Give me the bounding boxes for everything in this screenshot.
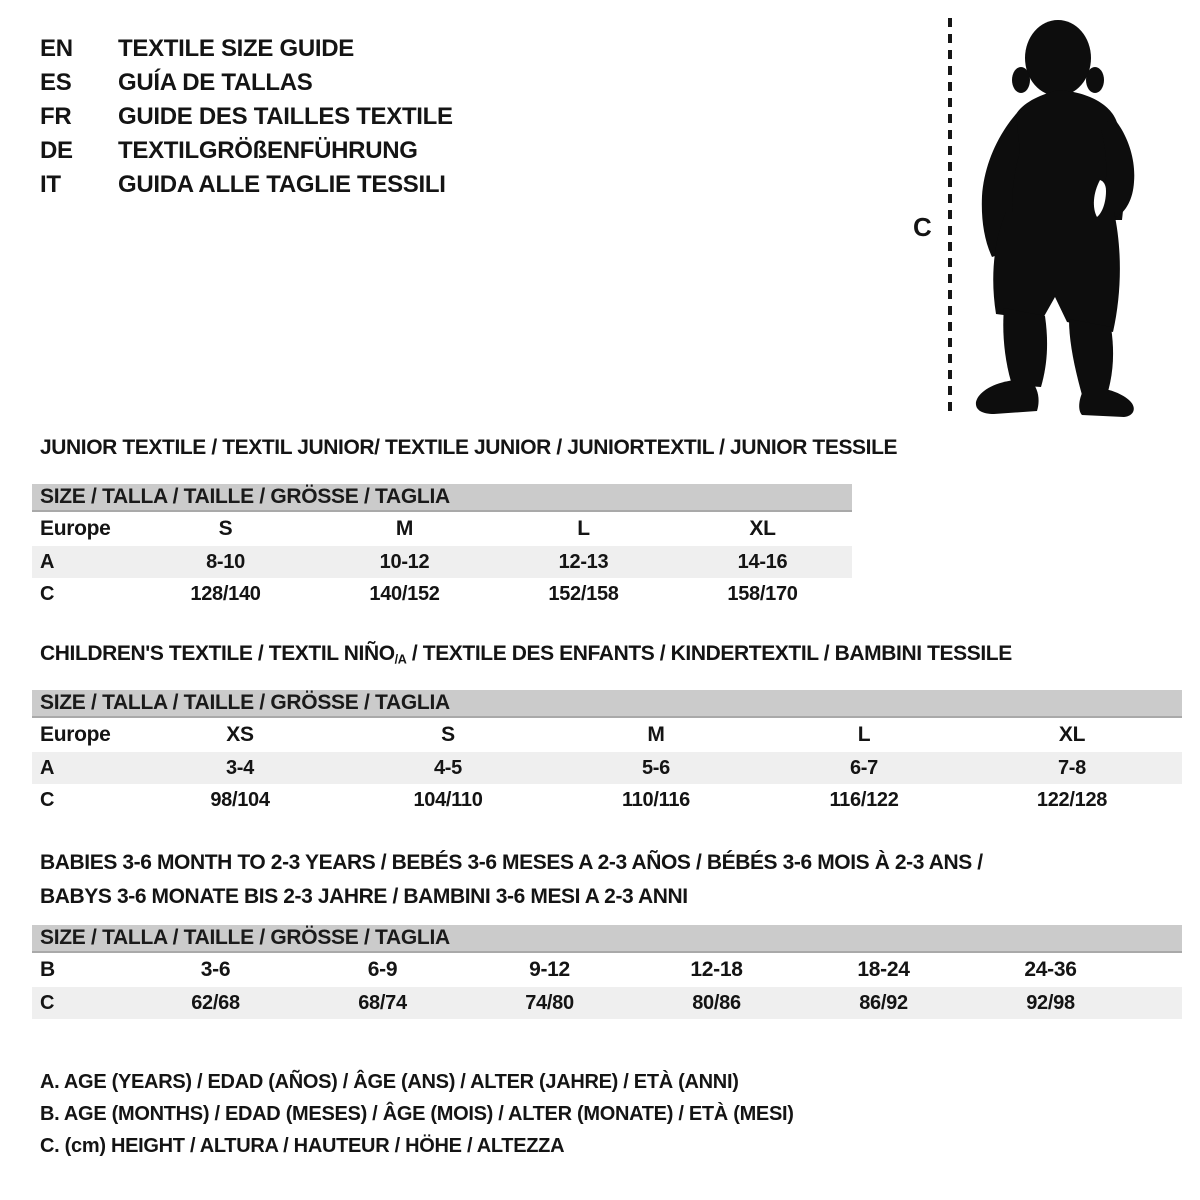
lang-row-de (40, 134, 453, 168)
babies-row-months (32, 953, 1182, 987)
babies-title-line2: BABYS 3-6 MONATE BIS 2-3 JAHRE / BAMBINI 3-6 MESI A 2-3 ANNI (40, 885, 688, 908)
size-cell: S (218, 517, 233, 540)
guide-title: GUIDE DES TAILLES TEXTILE (118, 103, 453, 130)
height-cell: 116/122 (829, 788, 899, 811)
guide-title: GUÍA DE TALLAS (118, 69, 313, 96)
height-cell: 68/74 (358, 991, 407, 1014)
children-section-title (40, 642, 1012, 667)
lang-row-fr (40, 100, 453, 134)
legend-line-c: C. (cm) HEIGHT / ALTURA / HAUTEUR / HÖHE / ALTEZZA (40, 1135, 565, 1157)
children-row-europe (32, 718, 1182, 752)
junior-size-table (32, 484, 852, 610)
height-cell: 98/104 (210, 788, 270, 811)
height-cell: 104/110 (413, 788, 483, 811)
height-measure-label: C (913, 212, 932, 242)
height-cell: 122/128 (1036, 788, 1108, 811)
months-cell: 18-24 (857, 958, 910, 981)
junior-row-height (32, 578, 852, 610)
babies-table-header-band: SIZE / TALLA / TAILLE / GRÖSSE / TAGLIA (32, 925, 1182, 953)
children-size-table (32, 690, 1182, 816)
row-label: C (40, 788, 55, 811)
months-cell: 12-18 (690, 958, 743, 981)
row-label: B (40, 958, 55, 981)
junior-row-age (32, 546, 852, 578)
size-cell: S (441, 723, 455, 746)
legend-line-a: A. AGE (YEARS) / EDAD (AÑOS) / ÂGE (ANS) / ALTER (JAHRE) / ETÀ (ANNI) (40, 1071, 739, 1093)
guide-title: GUIDA ALLE TAGLIE TESSILI (118, 171, 446, 198)
babies-section-title (40, 846, 983, 914)
junior-section-title: JUNIOR TEXTILE / TEXTIL JUNIOR/ TEXTILE JUNIOR / JUNIORTEXTIL / JUNIOR TESSILE (40, 436, 898, 459)
age-cell: 4-5 (433, 756, 462, 779)
height-cell: 62/68 (191, 991, 240, 1014)
age-cell: 12-13 (558, 550, 609, 573)
height-cell: 110/116 (622, 788, 690, 811)
children-row-height (32, 784, 1182, 816)
children-title-text: / TEXTILE DES ENFANTS / KINDERTEXTIL / BAMBINI TESSILE (406, 642, 1012, 665)
babies-row-height (32, 987, 1182, 1019)
children-title-subscript: /A (394, 652, 407, 667)
height-cell: 86/92 (859, 991, 908, 1014)
row-label: A (40, 756, 55, 779)
months-cell: 6-9 (367, 958, 398, 981)
lang-code: IT (40, 171, 61, 198)
children-title-text: CHILDREN'S TEXTILE / TEXTIL NIÑO (40, 642, 395, 665)
lang-code: FR (40, 103, 72, 130)
age-cell: 10-12 (379, 550, 430, 573)
size-cell: XL (749, 517, 776, 540)
height-cell: 152/158 (548, 582, 619, 605)
legend-line-b: B. AGE (MONTHS) / EDAD (MESES) / ÂGE (MOIS) / ALTER (MONATE) / ETÀ (MESI) (40, 1103, 794, 1125)
babies-title-line1: BABIES 3-6 MONTH TO 2-3 YEARS / BEBÉS 3-6 MESES A 2-3 AÑOS / BÉBÉS 3-6 MOIS À 2-3 ANS / (40, 851, 983, 874)
size-cell: XS (226, 723, 254, 746)
months-cell: 3-6 (200, 958, 231, 981)
size-cell: L (577, 517, 590, 540)
age-cell: 8-10 (206, 550, 245, 573)
row-label: Europe (40, 723, 111, 746)
row-label: C (40, 991, 55, 1014)
babies-size-table (32, 925, 1182, 1019)
size-cell: M (647, 723, 665, 746)
row-label: C (40, 582, 55, 605)
row-label: Europe (40, 517, 111, 540)
age-cell: 3-4 (225, 756, 254, 779)
children-row-age (32, 752, 1182, 784)
lang-code: ES (40, 69, 72, 96)
height-cell: 74/80 (525, 991, 574, 1014)
size-cell: L (857, 723, 871, 746)
height-cell: 92/98 (1026, 991, 1075, 1014)
age-cell: 14-16 (737, 550, 788, 573)
size-cell: XL (1058, 723, 1086, 746)
language-title-block (40, 32, 453, 202)
guide-title: TEXTILGRÖßENFÜHRUNG (118, 137, 418, 164)
guide-title: TEXTILE SIZE GUIDE (118, 35, 354, 62)
months-cell: 9-12 (529, 958, 570, 981)
lang-code: EN (40, 35, 73, 62)
toddler-silhouette-icon (966, 14, 1138, 418)
age-cell: 5-6 (641, 756, 670, 779)
age-cell: 6-7 (849, 756, 878, 779)
measure-legend (40, 1066, 794, 1162)
months-cell: 24-36 (1024, 958, 1077, 981)
age-cell: 7-8 (1057, 756, 1086, 779)
height-cell: 80/86 (692, 991, 741, 1014)
row-label: A (40, 550, 55, 573)
junior-table-header-band: SIZE / TALLA / TAILLE / GRÖSSE / TAGLIA (32, 484, 852, 512)
lang-row-it (40, 168, 453, 202)
lang-row-es (40, 66, 453, 100)
junior-row-europe (32, 512, 852, 546)
size-cell: M (395, 517, 414, 540)
lang-code: DE (40, 137, 73, 164)
children-table-header-band: SIZE / TALLA / TAILLE / GRÖSSE / TAGLIA (32, 690, 1182, 718)
height-cell: 158/170 (727, 582, 798, 605)
lang-row-en (40, 32, 453, 66)
height-dashed-line (948, 18, 952, 416)
height-cell: 128/140 (190, 582, 261, 605)
height-cell: 140/152 (369, 582, 440, 605)
